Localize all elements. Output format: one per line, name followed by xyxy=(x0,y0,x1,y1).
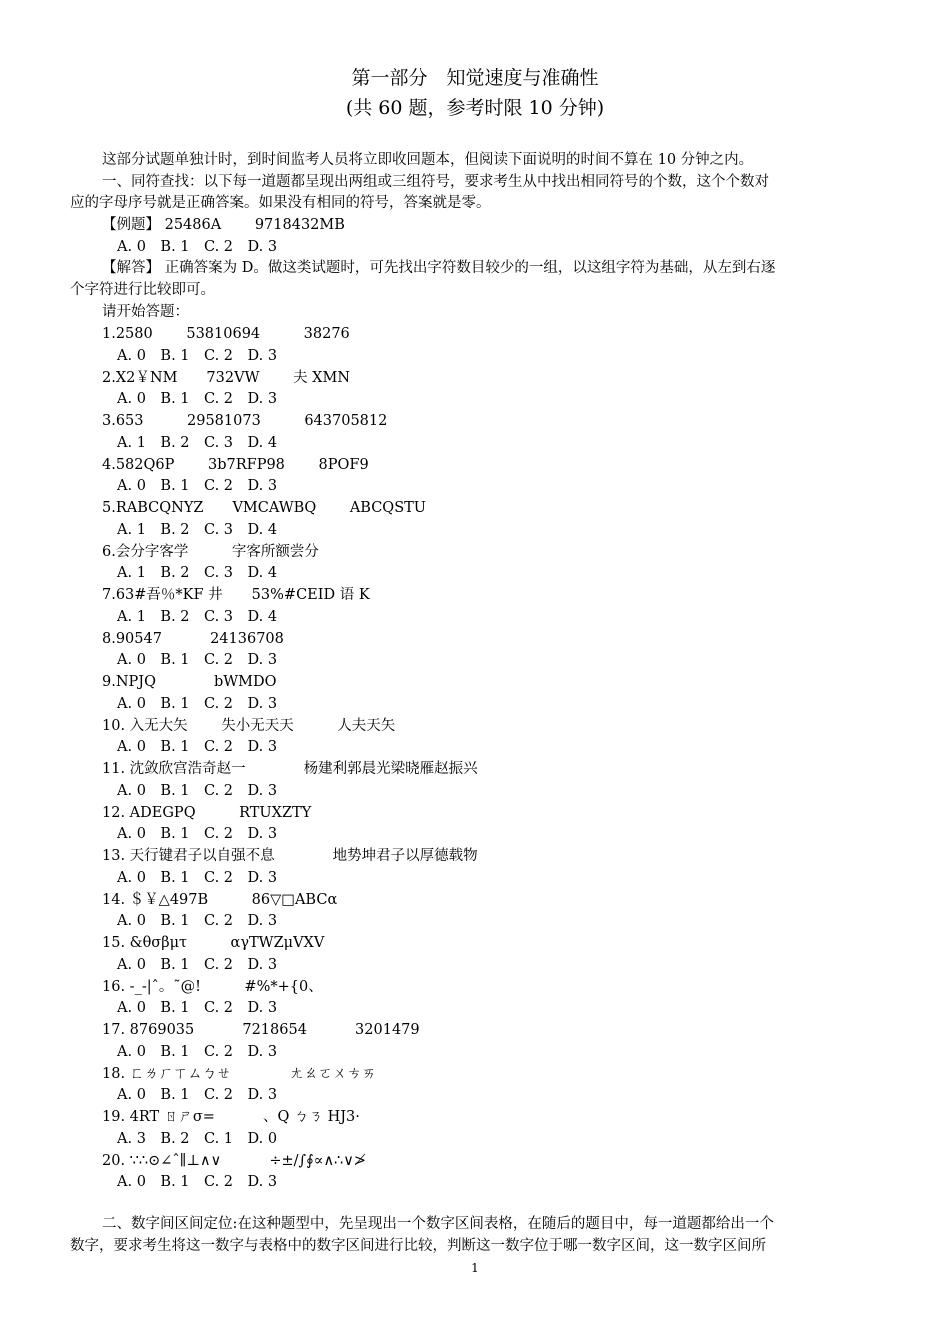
example-options: A. 0 B. 1 C. 2 D. 3 xyxy=(117,239,278,255)
question-options: A. 1 B. 2 C. 3 D. 4 xyxy=(117,521,278,538)
question-item: 11. 沈敛欣宫浩奇赵一 杨建利郭晨光梁晓雁赵振兴 xyxy=(102,761,478,777)
question-item: 10. 入无大矢 失小无天天 人夫天矢 xyxy=(102,717,396,734)
question-options: A. 0 B. 1 C. 2 D. 3 xyxy=(117,913,278,930)
question-item: 14. ＄￥△497B 86▽□ABCα xyxy=(102,891,338,908)
question-item: 2.X2￥NM 732VW 夫 XMN xyxy=(102,369,351,386)
question-item: 4.582Q6P 3b7RFP98 8POF9 xyxy=(102,456,369,473)
page-subtitle: (共 60 题，参考时限 10 分钟) xyxy=(345,97,605,119)
question-options: A. 3 B. 2 C. 1 D. 0 xyxy=(117,1130,278,1147)
example-question: 【例题】 25486A 9718432MB xyxy=(102,217,345,233)
question-item: 7.63#吾％*KF 井 53%#CEID 语 K xyxy=(102,587,370,603)
question-options: A. 0 B. 1 C. 2 D. 3 xyxy=(117,869,278,886)
section2-heading: 二、数字间区间定位:在这种题型中，先呈现出一个数字区间表格，在随后的题目中，每一道题都给出一个 xyxy=(102,1216,774,1232)
question-item: 19. 4RT ㄖㄕσ= 、Q ㄅㄋ HJ3· xyxy=(102,1109,360,1125)
question-options: A. 0 B. 1 C. 2 D. 3 xyxy=(117,739,278,756)
start-instruction: 请开始答题： xyxy=(102,304,189,320)
question-options: A. 0 B. 1 C. 2 D. 3 xyxy=(117,391,278,408)
section1-heading: 一、同符查找：以下每一道题都呈现出两组或三组符号，要求考生从中找出相同符号的个数，这个个数对 xyxy=(102,174,769,190)
question-item: 3.653 29581073 643705812 xyxy=(102,413,388,429)
question-options: A. 0 B. 1 C. 2 D. 3 xyxy=(117,347,278,364)
question-item: 9.NPJQ bWMDO xyxy=(102,674,277,690)
question-options: A. 0 B. 1 C. 2 D. 3 xyxy=(117,782,278,799)
question-options: A. 1 B. 2 C. 3 D. 4 xyxy=(117,608,278,625)
question-item: 20. ∵∴⊙∠ˆ∥⊥∧∨ ÷±/∫∮∝∧∴∨≯ xyxy=(102,1152,367,1169)
question-options: A. 0 B. 1 C. 2 D. 3 xyxy=(117,652,278,669)
question-options: A. 0 B. 1 C. 2 D. 3 xyxy=(117,695,278,712)
question-item: 15. &θσβμτ αγTWZμVXV xyxy=(102,935,325,951)
question-item: 12. ADEGPQ RTUXZTY xyxy=(102,804,312,821)
question-item: 18. ㄈㄌㄏㄒㄙㄅㄝ ㄤㄠㄛㄨㄘㄞ xyxy=(102,1065,377,1082)
question-options: A. 0 B. 1 C. 2 D. 3 xyxy=(117,1043,278,1060)
page-number: 1 xyxy=(471,1261,479,1275)
question-options: A. 0 B. 1 C. 2 D. 3 xyxy=(117,956,278,973)
question-options: A. 1 B. 2 C. 3 D. 4 xyxy=(117,565,278,582)
question-options: A. 0 B. 1 C. 2 D. 3 xyxy=(117,826,278,843)
answer-explanation-cont: 个字符进行比较即可。 xyxy=(70,282,215,298)
question-item: 1.2580 53810694 38276 xyxy=(102,326,350,342)
question-options: A. 0 B. 1 C. 2 D. 3 xyxy=(117,1174,278,1191)
answer-explanation: 【解答】 正确答案为 D。做这类试题时，可先找出字符数目较少的一组，以这组字符为基础，从左到右逐 xyxy=(102,260,776,276)
question-item: 6.会分字客学 字客所额尝分 xyxy=(102,543,319,560)
question-item: 13. 天行键君子以自强不息 地势坤君子以厚德载物 xyxy=(102,848,478,864)
question-item: 16. -_-|ˆ。˜@! #%*+{0、 xyxy=(102,978,323,995)
section1-text: 应的字母序号就是正确答案。如果没有相同的符号，答案就是零。 xyxy=(70,195,491,211)
question-options: A. 0 B. 1 C. 2 D. 3 xyxy=(117,1087,278,1104)
page-title: 第一部分 知觉速度与准确性 xyxy=(351,67,599,89)
question-options: A. 1 B. 2 C. 3 D. 4 xyxy=(117,434,278,451)
question-options: A. 0 B. 1 C. 2 D. 3 xyxy=(117,478,278,495)
question-item: 17. 8769035 7218654 3201479 xyxy=(102,1022,420,1038)
section2-text: 数字，要求考生将这一数字与表格中的数字区间进行比较，判断这一数字位于哪一数字区间，这一数字区间所 xyxy=(70,1238,766,1254)
question-item: 8.90547 24136708 xyxy=(102,630,284,647)
question-item: 5.RABCQNYZ VMCAWBQ ABCQSTU xyxy=(102,500,427,516)
question-options: A. 0 B. 1 C. 2 D. 3 xyxy=(117,1000,278,1017)
intro-paragraph: 这部分试题单独计时，到时间监考人员将立即收回题本，但阅读下面说明的时间不算在 10 分钟之内。 xyxy=(102,152,754,168)
